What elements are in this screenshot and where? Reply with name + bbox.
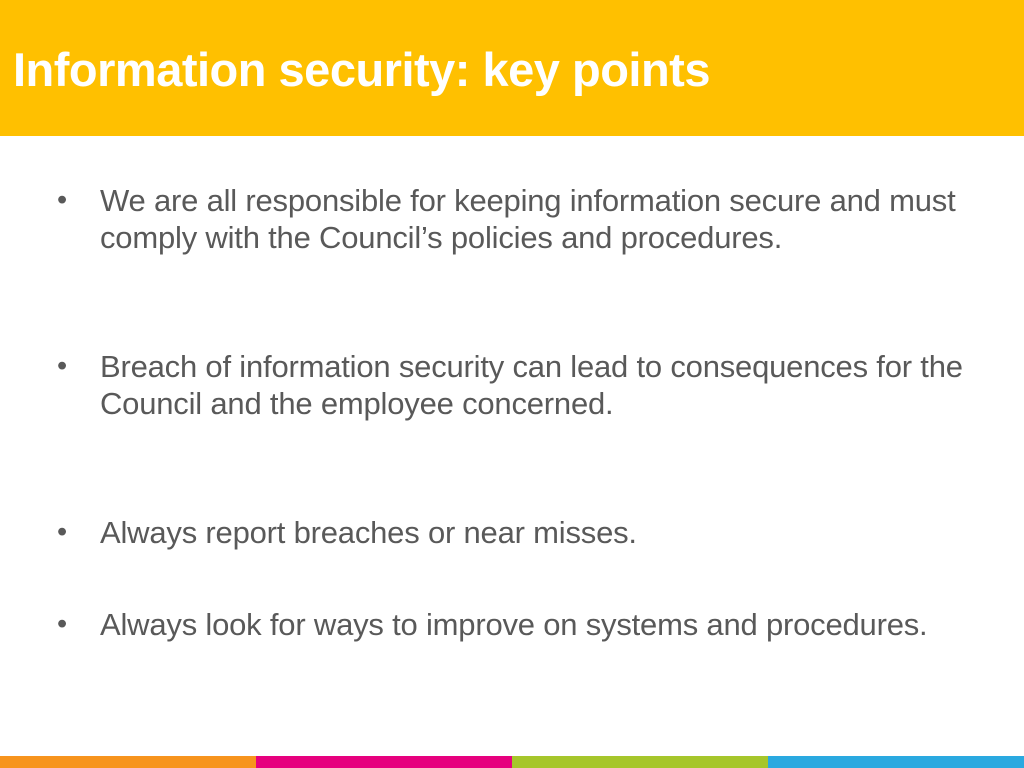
- footer-stripe-green: [512, 756, 768, 768]
- footer-stripe-orange: [0, 756, 256, 768]
- bullet-icon: •: [57, 608, 68, 640]
- bullet-text: Always look for ways to improve on systems and procedures.: [100, 607, 928, 642]
- footer-color-strip: [0, 756, 1024, 768]
- slide-title: Information security: key points: [13, 43, 710, 96]
- footer-stripe-magenta: [256, 756, 512, 768]
- bullet-icon: •: [57, 516, 68, 548]
- footer-stripe-blue: [768, 756, 1024, 768]
- bullet-text: Breach of information security can lead to consequences for the Council and the employee concerned.: [100, 349, 963, 421]
- bullet-icon: •: [57, 184, 68, 216]
- bullet-text: We are all responsible for keeping information secure and must comply with the Council’s policies and procedures.: [100, 183, 956, 255]
- bullet-text: Always report breaches or near misses.: [100, 515, 637, 550]
- bullet-icon: •: [57, 350, 68, 382]
